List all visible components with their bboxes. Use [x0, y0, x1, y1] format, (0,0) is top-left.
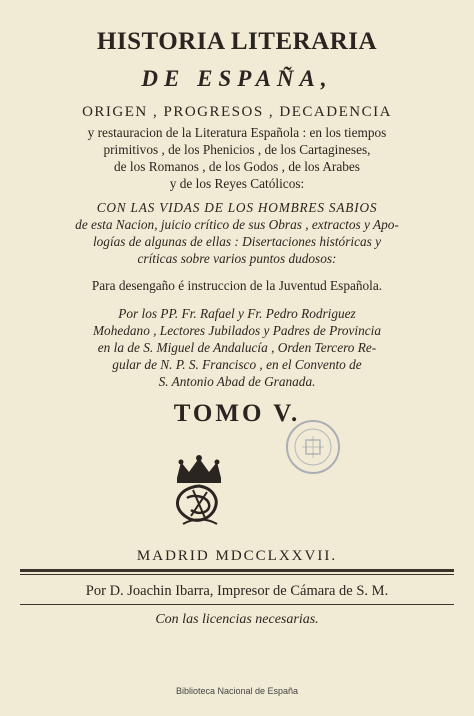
- lives-line2: de esta Nacion, juicio crítico de sus Obras , extractos y Apo-: [75, 217, 399, 232]
- imprint-rule-bottom: [20, 604, 454, 605]
- subtitle-line3: primitivos , de los Phenicios , de los Cartagineses,: [103, 142, 371, 157]
- subtitle-line4: de los Romanos , de los Godos , de los Arabes: [114, 159, 360, 174]
- lives-line4: críticas sobre varios puntos dudosos:: [137, 251, 337, 266]
- main-title-line2: DE ESPAÑA,: [141, 66, 333, 91]
- imprint-rule-top: [20, 569, 454, 572]
- purpose-line: Para desengaño é instruccion de la Juventud Española.: [91, 278, 383, 293]
- library-stamp-icon: [284, 418, 342, 476]
- authors-line1: Por los PP. Fr. Rafael y Fr. Pedro Rodriguez: [118, 306, 356, 321]
- volume-number: TOMO V.: [173, 400, 301, 427]
- imprint-printer: Por D. Joachin Ibarra, Impresor de Cámara de S. M.: [85, 583, 389, 599]
- lives-line1: CON LAS VIDAS DE LOS HOMBRES SABIOS: [96, 200, 378, 215]
- imprint-license: Con las licencias necesarias.: [155, 612, 319, 627]
- subtitle-line1: ORIGEN , PROGRESOS , DECADENCIA: [82, 104, 392, 120]
- imprint-rule-top-thin: [20, 574, 454, 575]
- authors-line4: gular de N. P. S. Francisco , en el Convento de: [112, 357, 362, 372]
- lives-line3: logías de algunas de ellas : Disertaciones históricas y: [92, 234, 382, 249]
- subtitle-line2: y restauracion de la Literatura Española : en los tiempos: [87, 125, 387, 140]
- imprint-place-year: MADRID MDCCLXXVII.: [136, 548, 338, 564]
- authors-line3: en la de S. Miguel de Andalucía , Orden Tercero Re-: [97, 340, 377, 355]
- crown-monogram-emblem-icon: [163, 454, 235, 534]
- authors-line5: S. Antonio Abad de Granada.: [158, 374, 316, 389]
- authors-line2: Mohedano , Lectores Jubilados y Padres de Provincia: [92, 323, 382, 338]
- library-footer: Biblioteca Nacional de España: [175, 686, 299, 696]
- subtitle-line5: y de los Reyes Católicos:: [169, 176, 305, 191]
- main-title: HISTORIA LITERARIA: [96, 28, 378, 55]
